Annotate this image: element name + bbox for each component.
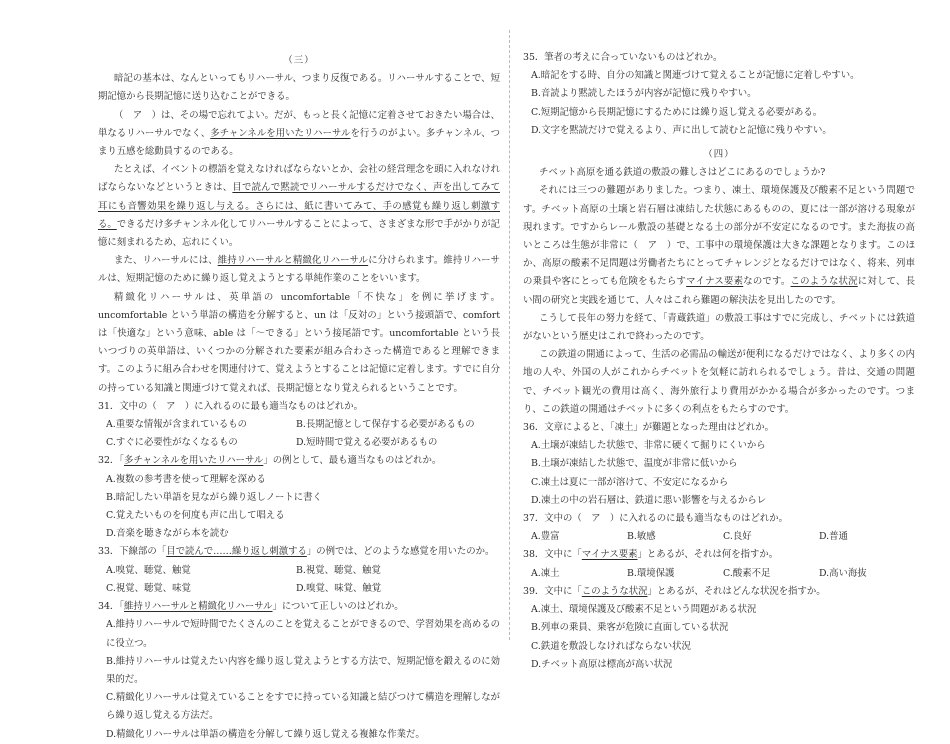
paragraph: （ ア ）は、その場で忘れてよい。だが、もっと長く記憶に定着させておきたい場合は、単なるリハーサルでなく、多チャンネルを用いたリハーサルを行うのがよい。多チャンネル、つまり五感を総動員するのである。: [98, 109, 501, 158]
option[interactable]: D.普通: [819, 531, 848, 543]
question-39: 39．文中に「このような状況」とあるが、それはどんな状況を指すか。: [523, 585, 826, 597]
option[interactable]: D.短時間で覚える必要があるもの: [296, 437, 438, 449]
option[interactable]: C.良好: [723, 531, 752, 543]
paragraph: こうして長年の努力を経て、「青蔵鉄道」の敷設工事はすでに完成し、チベットには鉄道がないという歴史はこれで終わったのです。: [523, 312, 915, 343]
option[interactable]: C.精緻化リハーサルは覚えていることをすでに持っている知識と結びつけて構造を理解しながら繰り返し覚える方法だ。: [106, 692, 500, 722]
underlined-phrase: 目で読んで黙読でリハーサルするだけでなく、声を出してみて耳にも音響効果を繰り返し与える。さらには、紙に書いてみて、手の感覚も繰り返し刺激する。: [98, 182, 500, 230]
question-38: 38．文中に「マイナス要素」とあるが、それは何を指すか。: [523, 549, 779, 561]
option[interactable]: D.文字を黙読だけで覚えるより、声に出して読むと記憶に残りやすい。: [531, 124, 832, 136]
question-36: 36．文章によると、「凍土」が難題となった理由はどれか。: [523, 422, 774, 434]
option[interactable]: D.チベット高原は標高が高い状況: [531, 658, 673, 670]
underlined-phrase: 維持リハーサルと精緻化リハーサル: [217, 255, 369, 267]
option[interactable]: C.酸素不足: [723, 567, 771, 579]
question-37: 37．文中の（ ア ）に入れるのに最も適当なものはどれか。: [523, 513, 789, 525]
option[interactable]: B.列車の乗員、乗客が危険に直面している状況: [531, 622, 729, 634]
paragraph: チベット高原を通る鉄道の敷設の難しさはどこにあるのでしょうか?: [538, 167, 826, 179]
option[interactable]: D.精緻化リハーサルは単語の構造を分解して繰り返し覚える複雑な作業だ。: [106, 728, 425, 740]
right-column: [523, 49, 915, 674]
option[interactable]: A.土壌が凍結した状態で、非常に硬くて掘りにくいから: [531, 440, 766, 452]
paragraph: この鉄道の開通によって、生活の必需品の輸送が便利になるだけではなく、より多くの内地の人や、外国の人がこれからチベットを気軽に訪れられるでしょう。昔は、交通の問題で、チベット観光の費用は高く、海外旅行より費用がかかる場合が多かったのです。つまり、この鉄道の開通はチベットに多くの利点をもたらすのです。: [523, 349, 915, 415]
option[interactable]: D.嗅覚、味覚、触覚: [296, 582, 382, 594]
underlined-phrase: このような状況: [790, 276, 858, 288]
option[interactable]: B.環境保護: [627, 567, 675, 579]
option[interactable]: A.重要な情報が含まれているもの: [106, 419, 248, 431]
column-divider: [509, 30, 510, 640]
option[interactable]: C.短期記憶から長期記憶にするためには繰り返し覚える必要がある。: [531, 106, 823, 118]
option[interactable]: D.凍土の中の岩石層は、鉄道に悪い影響を与えるからレ: [531, 494, 767, 506]
paragraph: たとえば、イベントの標語を覚えなければならないとか、会社の経営理念を頭に入れなければならないなどというときは、目で読んで黙読でリハーサルするだけでなく、声を出してみて耳にも音響効果を繰り返し与える。さらには、紙に書いてみて、手の感覚も繰り返し刺激する。できるだけ多チャンネル化してリハーサルすることによって、さまざまな形で手がかりが記憶に刻まれるため、忘れにくい。: [98, 164, 500, 249]
question-31: 31．文中の（ ア ）に入れるのに最も適当なものはどれか。: [98, 400, 364, 412]
option[interactable]: A.嗅覚、聴覚、触覚: [106, 564, 191, 576]
option[interactable]: B.長期記憶として保存する必要があるもの: [296, 419, 475, 431]
option[interactable]: C.覚えたいものを何度も声に出して唱える: [106, 510, 285, 522]
question-34: 34．「維持リハーサルと精緻化リハーサル」について正しいのはどれか。: [98, 601, 404, 613]
paragraph: 暗記の基本は、なんといってもリハーサル、つまり反復である。リハーサルすることで、短期記憶から長期記憶に送り込むことができる。: [98, 73, 500, 103]
option[interactable]: A.凍土、環境保護及び酸素不足という問題がある状況: [531, 604, 757, 616]
underlined-phrase: マイナス要素: [686, 276, 744, 288]
option[interactable]: A.暗記をする時、自分の知識と関連づけて覚えることが記憶に定着しやすい。: [531, 70, 860, 82]
option[interactable]: C.鉄道を敷設しなければならない状況: [531, 640, 691, 652]
question-33: 33．下線部の「目で読んで……繰り返し刺激する」の例では、どのような感覚を用いたのか。: [98, 546, 495, 558]
option[interactable]: A.豊富: [531, 531, 560, 543]
option[interactable]: C.視覚、聴覚、味覚: [106, 582, 191, 594]
section-heading-3: （三）: [283, 55, 315, 66]
option[interactable]: B.視覚、聴覚、触覚: [296, 564, 381, 576]
option[interactable]: A.凍土: [531, 567, 560, 579]
section-heading-4: （四）: [703, 149, 735, 161]
option[interactable]: B.維持リハーサルは覚えたい内容を繰り返し覚えようとする方法で、短期記憶を鍛えるのに効果的だ。: [106, 655, 500, 685]
option[interactable]: A.維持リハーサルで短時間でたくさんのことを覚えることができるので、学習効果を高めるのに役立つ。: [106, 619, 500, 649]
left-column: [98, 52, 500, 744]
underlined-phrase: 多チャンネルを用いたリハーサル: [210, 127, 351, 139]
paragraph: また、リハーサルには、維持リハーサルと精緻化リハーサルに分けられます。維持リハーサルは、短期記憶のために繰り返し覚えようとする単純作業のことをいいます。: [98, 255, 501, 285]
option[interactable]: D.高い海抜: [819, 567, 867, 579]
option[interactable]: D.音楽を聴きながら本を読む: [106, 528, 229, 540]
option[interactable]: B.敏感: [627, 531, 656, 543]
option[interactable]: C.すぐに必要性がなくなるもの: [106, 437, 238, 449]
option[interactable]: A.複数の参考書を使って理解を深める: [106, 473, 266, 485]
option[interactable]: B.音読より黙読したほうが内容が記憶に残りやすい。: [531, 88, 757, 100]
paragraph: 精緻化リハーサルは、英単語の uncomfortable「不快な」を例に挙げます。uncomfortable という単語の構造を分解すると、un は「反対の」という接頭語で、comfort は「快適な」という意味、able は「～できる」という接尾語です。uncomfortable という長いつづりの英単語は、いくつかの分解された要素が組み合わさった構造であると理解できます。このように組み合わせを関連付けて、覚えようとすることは記憶に定着します。すでに自分の持っている知識と関連づけて覚えれば、長期記憶となり覚えられるということです。: [98, 291, 500, 394]
option[interactable]: B.暗記したい単語を見ながら繰り返しノートに書く: [106, 491, 322, 503]
question-35: 35．筆者の考えに合っていないものはどれか。: [523, 52, 723, 63]
option[interactable]: B.土壌が凍結した状態で、温度が非常に低いから: [531, 458, 738, 470]
question-32: 32．「多チャンネルを用いたリハーサル」の例として、最も適当なものはどれか。: [98, 455, 442, 467]
option[interactable]: C.凍土は夏に一部が溶けて、不安定になるから: [531, 476, 729, 488]
paragraph: それには三つの難題がありました。つまり、凍土、環境保護及び酸素不足という問題です。チベット高原の土壌と岩石層は凍結した状態にあるものの、夏には一部が溶ける現象が現れます。ですからレール敷設の基礎となる土の部分が不安定になるのです。また海抜の高いところは生態が非常に（ ア ）で、工事中の環境保護は大きな課題となります。このほか、高原の酸素不足問題は労働者たちにとってチャレンジとなるだけではなく、将来、列車の乗員や客にとっても危険をもたらすマイナス要素なのです。このような状況に対して、長い間の研究と実践を通じて、人々はこれら難題の解決法を見出したのです。: [523, 185, 915, 306]
